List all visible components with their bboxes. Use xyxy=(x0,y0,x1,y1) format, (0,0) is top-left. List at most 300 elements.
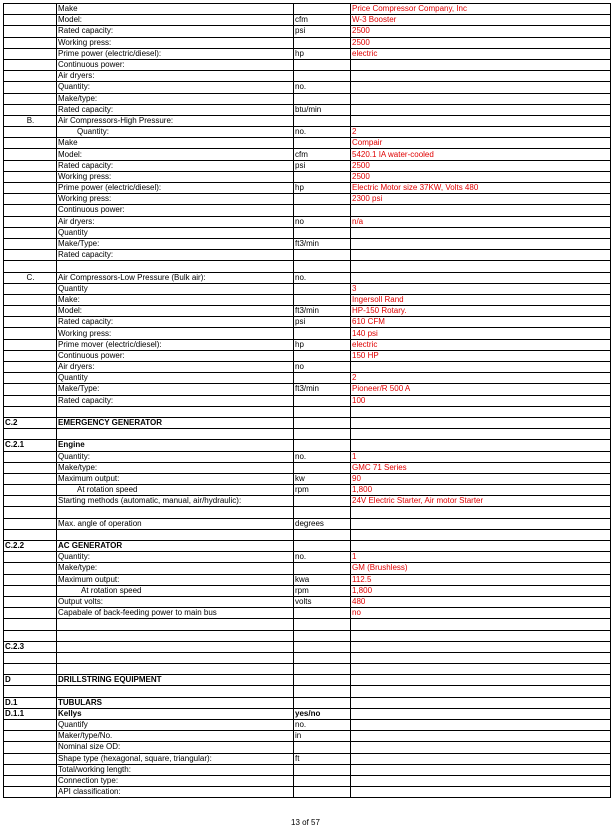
value-cell: no xyxy=(351,608,611,619)
table-row xyxy=(4,317,611,328)
unit-cell xyxy=(294,529,351,540)
section-cell: C.2.1 xyxy=(4,440,57,451)
label-cell: Maker/type/No. xyxy=(57,731,294,742)
label-cell: Shape type (hexagonal, square, triangular): xyxy=(57,753,294,764)
label-cell: API classification: xyxy=(57,787,294,798)
label-cell: Rated capacity: xyxy=(57,160,294,171)
label-cell: Prime power (electric/diesel): xyxy=(57,183,294,194)
value-cell: 480 xyxy=(351,596,611,607)
unit-cell: psi xyxy=(294,317,351,328)
unit-cell xyxy=(294,608,351,619)
label-cell: AC GENERATOR xyxy=(57,541,294,552)
value-cell: 2300 psi xyxy=(351,194,611,205)
section-cell: D xyxy=(4,675,57,686)
unit-cell xyxy=(294,294,351,305)
section-cell xyxy=(4,171,57,182)
unit-cell xyxy=(294,395,351,406)
section-cell xyxy=(4,596,57,607)
section-cell xyxy=(4,227,57,238)
unit-cell xyxy=(294,227,351,238)
section-cell: C.2 xyxy=(4,417,57,428)
unit-cell: kwa xyxy=(294,574,351,585)
label-cell: Working press: xyxy=(57,37,294,48)
table-row xyxy=(4,115,611,126)
table-row xyxy=(4,619,611,630)
value-cell xyxy=(351,115,611,126)
unit-cell xyxy=(294,619,351,630)
value-cell: electric xyxy=(351,339,611,350)
label-cell: Nominal size OD: xyxy=(57,742,294,753)
value-cell xyxy=(351,440,611,451)
label-cell: Air dryers: xyxy=(57,216,294,227)
unit-cell: no. xyxy=(294,451,351,462)
label-cell xyxy=(57,630,294,641)
unit-cell xyxy=(294,71,351,82)
table-row xyxy=(4,731,611,742)
unit-cell xyxy=(294,138,351,149)
value-cell: electric xyxy=(351,48,611,59)
section-cell xyxy=(4,529,57,540)
label-cell: At rotation speed xyxy=(57,485,294,496)
unit-cell: no xyxy=(294,216,351,227)
label-cell: Air dryers: xyxy=(57,362,294,373)
label-cell: Prime mover (electric/diesel): xyxy=(57,339,294,350)
value-cell xyxy=(351,507,611,518)
section-cell xyxy=(4,462,57,473)
value-cell xyxy=(351,652,611,663)
table-row xyxy=(4,104,611,115)
value-cell: 2 xyxy=(351,373,611,384)
label-cell: Maximum output: xyxy=(57,473,294,484)
table-row xyxy=(4,37,611,48)
table-row xyxy=(4,4,611,15)
label-cell: Make: xyxy=(57,294,294,305)
value-cell: 2500 xyxy=(351,37,611,48)
label-cell: Engine xyxy=(57,440,294,451)
section-cell xyxy=(4,720,57,731)
value-cell xyxy=(351,205,611,216)
value-cell xyxy=(351,429,611,440)
table-row xyxy=(4,71,611,82)
unit-cell: ft3/min xyxy=(294,238,351,249)
spec-table-body xyxy=(4,4,611,798)
page-number: 13 of 57 xyxy=(291,818,320,827)
section-cell xyxy=(4,384,57,395)
unit-cell: ft3/min xyxy=(294,384,351,395)
value-cell xyxy=(351,619,611,630)
unit-cell: ft xyxy=(294,753,351,764)
label-cell xyxy=(57,619,294,630)
table-row xyxy=(4,194,611,205)
section-cell xyxy=(4,328,57,339)
unit-cell: cfm xyxy=(294,149,351,160)
section-cell xyxy=(4,473,57,484)
section-cell xyxy=(4,630,57,641)
label-cell: Connection type: xyxy=(57,775,294,786)
table-row xyxy=(4,283,611,294)
unit-cell: no. xyxy=(294,127,351,138)
table-row xyxy=(4,496,611,507)
unit-cell: rpm xyxy=(294,485,351,496)
value-cell xyxy=(351,708,611,719)
section-cell xyxy=(4,93,57,104)
label-cell: Continuous power: xyxy=(57,350,294,361)
section-cell: C.2.2 xyxy=(4,541,57,552)
unit-cell: volts xyxy=(294,596,351,607)
section-cell xyxy=(4,250,57,261)
unit-cell: degrees xyxy=(294,518,351,529)
table-row xyxy=(4,574,611,585)
value-cell: 2500 xyxy=(351,160,611,171)
label-cell: Air Compressors-High Pressure: xyxy=(57,115,294,126)
table-row xyxy=(4,708,611,719)
table-row xyxy=(4,160,611,171)
unit-cell xyxy=(294,261,351,272)
table-row xyxy=(4,362,611,373)
value-cell xyxy=(351,238,611,249)
label-cell: Make/Type: xyxy=(57,384,294,395)
label-cell: Rated capacity: xyxy=(57,395,294,406)
label-cell: Quantity xyxy=(57,283,294,294)
label-cell: Make/Type: xyxy=(57,238,294,249)
table-row xyxy=(4,664,611,675)
value-cell: W-3 Booster xyxy=(351,15,611,26)
section-cell: C.2.3 xyxy=(4,641,57,652)
value-cell: Price Compressor Company, Inc xyxy=(351,4,611,15)
table-row xyxy=(4,149,611,160)
value-cell xyxy=(351,731,611,742)
section-cell xyxy=(4,485,57,496)
label-cell: Capabale of back-feeding power to main bus xyxy=(57,608,294,619)
label-cell: Total/working length: xyxy=(57,764,294,775)
value-cell: 5420.1 IA water-cooled xyxy=(351,149,611,160)
table-row xyxy=(4,272,611,283)
unit-cell: rpm xyxy=(294,585,351,596)
section-cell xyxy=(4,731,57,742)
table-row xyxy=(4,630,611,641)
label-cell: EMERGENCY GENERATOR xyxy=(57,417,294,428)
label-cell: Prime power (electric/diesel): xyxy=(57,48,294,59)
section-cell: D.1 xyxy=(4,697,57,708)
label-cell: Working press: xyxy=(57,171,294,182)
table-row xyxy=(4,406,611,417)
table-row xyxy=(4,742,611,753)
unit-cell xyxy=(294,686,351,697)
section-cell xyxy=(4,59,57,70)
table-row xyxy=(4,429,611,440)
table-row xyxy=(4,171,611,182)
label-cell: TUBULARS xyxy=(57,697,294,708)
section-cell: B. xyxy=(4,115,57,126)
label-cell: Maximum output: xyxy=(57,574,294,585)
unit-cell: in xyxy=(294,731,351,742)
table-row xyxy=(4,753,611,764)
value-cell: 100 xyxy=(351,395,611,406)
table-row xyxy=(4,451,611,462)
table-row xyxy=(4,227,611,238)
value-cell xyxy=(351,417,611,428)
section-cell xyxy=(4,496,57,507)
label-cell: At rotation speed xyxy=(57,585,294,596)
section-cell xyxy=(4,261,57,272)
value-cell xyxy=(351,686,611,697)
label-cell: Quantity: xyxy=(57,451,294,462)
section-cell xyxy=(4,149,57,160)
value-cell: Pioneer/R 500 A xyxy=(351,384,611,395)
table-row xyxy=(4,183,611,194)
value-cell: 140 psi xyxy=(351,328,611,339)
label-cell: Continuous power: xyxy=(57,59,294,70)
label-cell: Output volts: xyxy=(57,596,294,607)
section-cell xyxy=(4,742,57,753)
section-cell xyxy=(4,753,57,764)
value-cell: 2500 xyxy=(351,26,611,37)
value-cell: 150 HP xyxy=(351,350,611,361)
table-row xyxy=(4,641,611,652)
label-cell xyxy=(57,261,294,272)
table-row xyxy=(4,585,611,596)
table-row xyxy=(4,507,611,518)
value-cell: 90 xyxy=(351,473,611,484)
value-cell: GMC 71 Series xyxy=(351,462,611,473)
table-row xyxy=(4,720,611,731)
label-cell: Continuous power: xyxy=(57,205,294,216)
label-cell: Rated capacity: xyxy=(57,104,294,115)
section-cell xyxy=(4,518,57,529)
section-cell xyxy=(4,183,57,194)
unit-cell xyxy=(294,541,351,552)
table-row xyxy=(4,373,611,384)
value-cell: 2 xyxy=(351,127,611,138)
table-row xyxy=(4,48,611,59)
unit-cell xyxy=(294,775,351,786)
value-cell xyxy=(351,742,611,753)
table-row xyxy=(4,563,611,574)
label-cell: Working press: xyxy=(57,194,294,205)
section-cell xyxy=(4,26,57,37)
table-row xyxy=(4,686,611,697)
unit-cell xyxy=(294,37,351,48)
value-cell: 112.5 xyxy=(351,574,611,585)
section-cell xyxy=(4,787,57,798)
unit-cell: ft3/min xyxy=(294,306,351,317)
section-cell xyxy=(4,619,57,630)
unit-cell xyxy=(294,462,351,473)
value-cell xyxy=(351,362,611,373)
value-cell xyxy=(351,71,611,82)
section-cell xyxy=(4,429,57,440)
label-cell xyxy=(57,529,294,540)
section-cell xyxy=(4,37,57,48)
unit-cell: no. xyxy=(294,272,351,283)
table-row xyxy=(4,384,611,395)
label-cell: Quantity: xyxy=(57,82,294,93)
value-cell: Electric Motor size 37KW, Volts 480 xyxy=(351,183,611,194)
value-cell xyxy=(351,250,611,261)
label-cell: Working press: xyxy=(57,328,294,339)
section-cell xyxy=(4,4,57,15)
unit-cell xyxy=(294,373,351,384)
unit-cell xyxy=(294,507,351,518)
label-cell: Quantity xyxy=(57,227,294,238)
unit-cell xyxy=(294,406,351,417)
unit-cell xyxy=(294,429,351,440)
unit-cell: hp xyxy=(294,339,351,350)
section-cell xyxy=(4,585,57,596)
section-cell xyxy=(4,306,57,317)
label-cell xyxy=(57,641,294,652)
value-cell xyxy=(351,753,611,764)
unit-cell xyxy=(294,764,351,775)
section-cell: D.1.1 xyxy=(4,708,57,719)
table-row xyxy=(4,518,611,529)
value-cell: GM (Brushless) xyxy=(351,563,611,574)
section-cell xyxy=(4,194,57,205)
section-cell xyxy=(4,205,57,216)
table-row xyxy=(4,485,611,496)
label-cell: Make xyxy=(57,4,294,15)
label-cell: Quantity: xyxy=(57,127,294,138)
unit-cell xyxy=(294,205,351,216)
unit-cell xyxy=(294,171,351,182)
unit-cell xyxy=(294,496,351,507)
section-cell xyxy=(4,48,57,59)
table-row xyxy=(4,350,611,361)
unit-cell: no. xyxy=(294,82,351,93)
table-row xyxy=(4,529,611,540)
table-row xyxy=(4,328,611,339)
section-cell xyxy=(4,294,57,305)
table-row xyxy=(4,608,611,619)
section-cell xyxy=(4,574,57,585)
value-cell xyxy=(351,630,611,641)
unit-cell xyxy=(294,742,351,753)
unit-cell xyxy=(294,59,351,70)
table-row xyxy=(4,250,611,261)
table-row xyxy=(4,127,611,138)
unit-cell xyxy=(294,630,351,641)
label-cell xyxy=(57,664,294,675)
label-cell: Model: xyxy=(57,15,294,26)
value-cell: 2500 xyxy=(351,171,611,182)
label-cell: Rated capacity: xyxy=(57,26,294,37)
value-cell: 1,800 xyxy=(351,485,611,496)
label-cell: Kellys xyxy=(57,708,294,719)
section-cell xyxy=(4,563,57,574)
unit-cell xyxy=(294,787,351,798)
value-cell: 1 xyxy=(351,552,611,563)
label-cell: Model: xyxy=(57,306,294,317)
value-cell: HP-150 Rotary. xyxy=(351,306,611,317)
section-cell xyxy=(4,775,57,786)
section-cell xyxy=(4,652,57,663)
section-cell xyxy=(4,362,57,373)
unit-cell xyxy=(294,115,351,126)
value-cell xyxy=(351,227,611,238)
label-cell: Make/type: xyxy=(57,93,294,104)
label-cell: Starting methods (automatic, manual, air/hydraulic): xyxy=(57,496,294,507)
unit-cell xyxy=(294,675,351,686)
unit-cell xyxy=(294,641,351,652)
label-cell: Air dryers: xyxy=(57,71,294,82)
unit-cell xyxy=(294,563,351,574)
section-cell xyxy=(4,406,57,417)
section-cell xyxy=(4,686,57,697)
section-cell xyxy=(4,451,57,462)
table-row xyxy=(4,93,611,104)
section-cell xyxy=(4,664,57,675)
value-cell xyxy=(351,93,611,104)
unit-cell xyxy=(294,697,351,708)
label-cell: Rated capacity: xyxy=(57,317,294,328)
table-row xyxy=(4,261,611,272)
unit-cell: btu/min xyxy=(294,104,351,115)
label-cell xyxy=(57,406,294,417)
value-cell: 610 CFM xyxy=(351,317,611,328)
label-cell: Make/type: xyxy=(57,462,294,473)
table-row xyxy=(4,138,611,149)
value-cell: 24V Electric Starter, Air motor Starter xyxy=(351,496,611,507)
table-row xyxy=(4,596,611,607)
value-cell xyxy=(351,641,611,652)
label-cell xyxy=(57,429,294,440)
section-cell xyxy=(4,317,57,328)
unit-cell: psi xyxy=(294,160,351,171)
label-cell: Model: xyxy=(57,149,294,160)
label-cell: Air Compressors-Low Pressure (Bulk air): xyxy=(57,272,294,283)
value-cell xyxy=(351,104,611,115)
section-cell xyxy=(4,238,57,249)
label-cell xyxy=(57,507,294,518)
unit-cell: yes/no xyxy=(294,708,351,719)
unit-cell xyxy=(294,93,351,104)
table-row xyxy=(4,216,611,227)
value-cell: 1,800 xyxy=(351,585,611,596)
label-cell: Rated capacity: xyxy=(57,250,294,261)
section-cell xyxy=(4,82,57,93)
value-cell: 3 xyxy=(351,283,611,294)
table-row xyxy=(4,764,611,775)
value-cell xyxy=(351,720,611,731)
section-cell xyxy=(4,104,57,115)
label-cell: Quantity: xyxy=(57,552,294,563)
label-cell: Max. angle of operation xyxy=(57,518,294,529)
section-cell xyxy=(4,373,57,384)
section-cell xyxy=(4,138,57,149)
table-row xyxy=(4,238,611,249)
section-cell xyxy=(4,552,57,563)
table-row xyxy=(4,395,611,406)
value-cell xyxy=(351,261,611,272)
section-cell xyxy=(4,395,57,406)
value-cell xyxy=(351,529,611,540)
unit-cell xyxy=(294,440,351,451)
value-cell xyxy=(351,518,611,529)
unit-cell: psi xyxy=(294,26,351,37)
section-cell xyxy=(4,608,57,619)
table-row xyxy=(4,462,611,473)
unit-cell xyxy=(294,283,351,294)
label-cell xyxy=(57,652,294,663)
table-row xyxy=(4,787,611,798)
unit-cell xyxy=(294,664,351,675)
table-row xyxy=(4,15,611,26)
table-row xyxy=(4,775,611,786)
section-cell xyxy=(4,15,57,26)
table-row xyxy=(4,26,611,37)
label-cell: Make/type: xyxy=(57,563,294,574)
section-cell xyxy=(4,283,57,294)
